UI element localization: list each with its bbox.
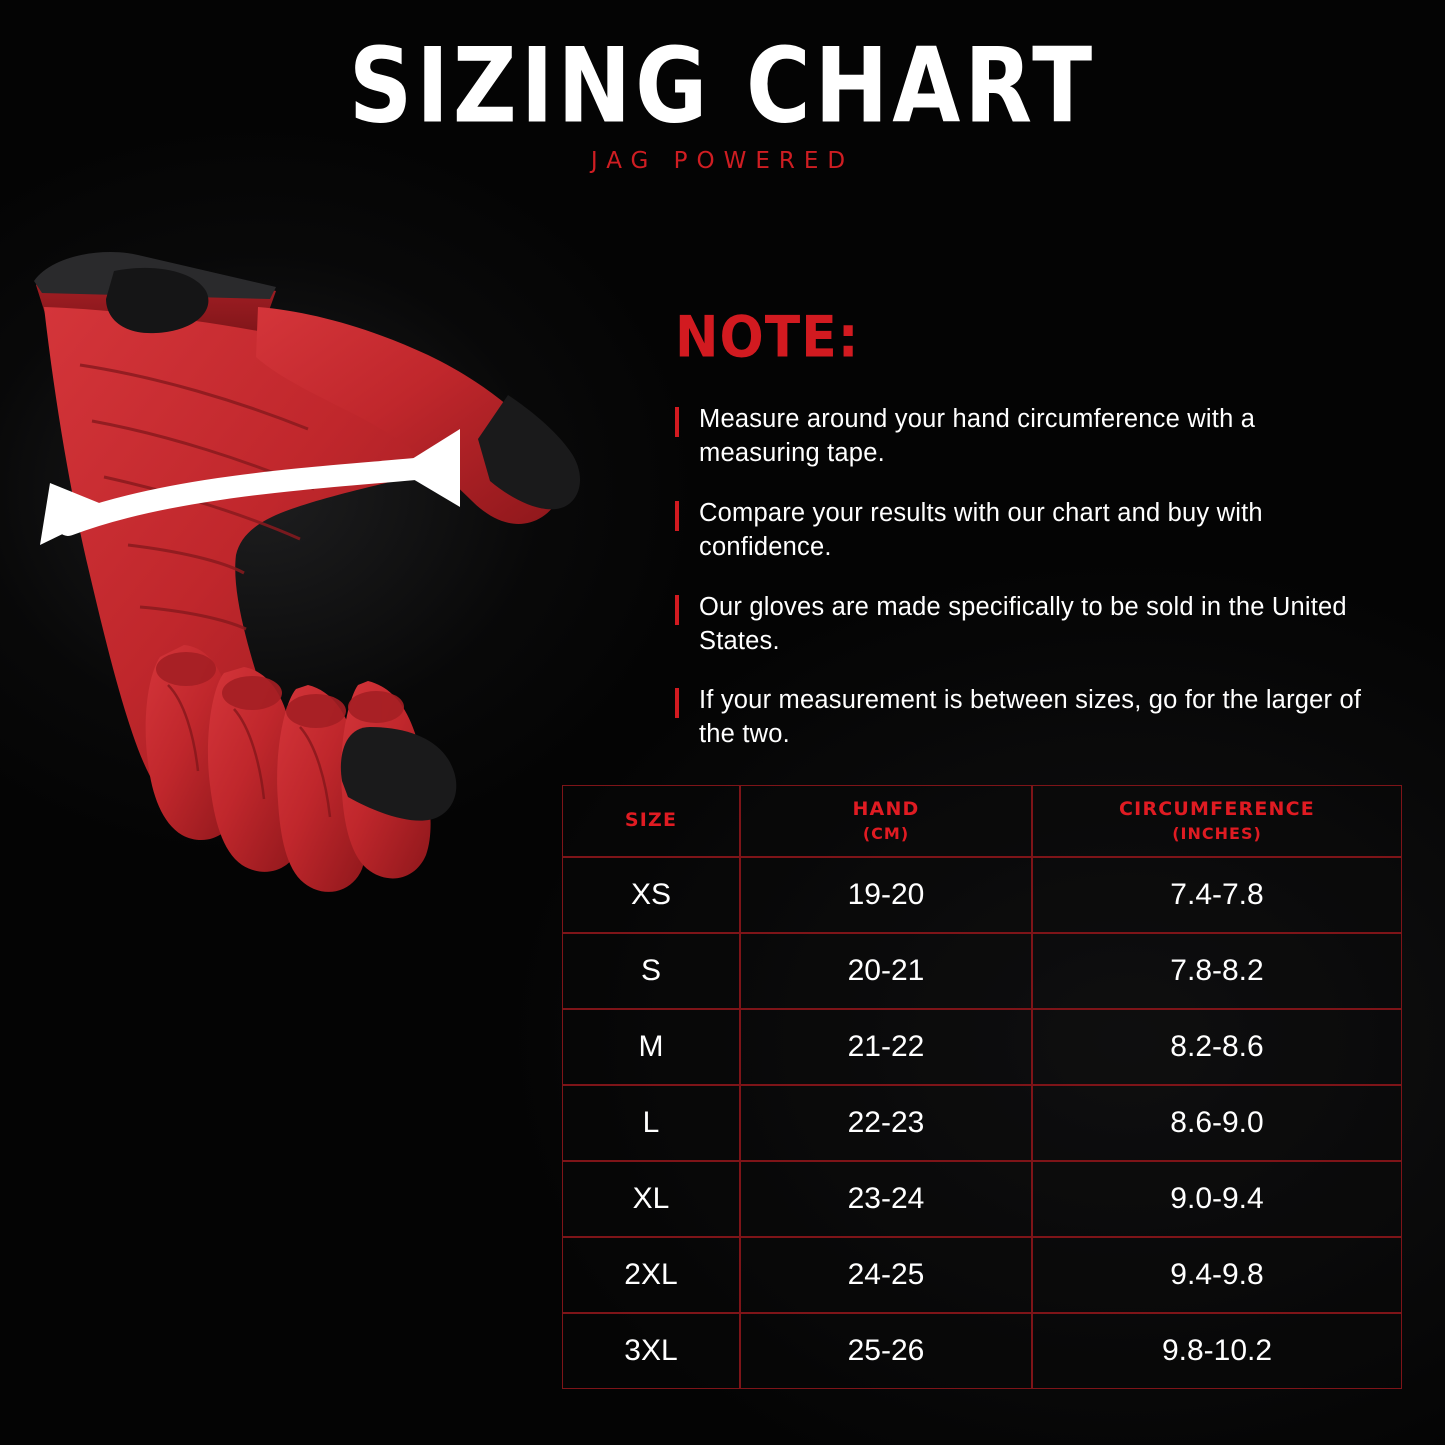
cell-hand-cm: 23-24 (740, 1161, 1032, 1237)
cell-size: L (562, 1085, 740, 1161)
sizing-table (562, 785, 1402, 1389)
page-title: SIZING CHART (348, 24, 1097, 147)
table-row (562, 1009, 1402, 1085)
cell-circumference-in: 8.2-8.6 (1032, 1009, 1402, 1085)
table-row (562, 1161, 1402, 1237)
cell-size: XS (562, 857, 740, 933)
column-header-circumference-unit: (INCHES) (1172, 824, 1262, 844)
table-row (562, 933, 1402, 1009)
cell-hand-cm: 21-22 (740, 1009, 1032, 1085)
page-subtitle: JAG POWERED (590, 148, 855, 174)
cell-hand-cm: 24-25 (740, 1237, 1032, 1313)
cell-size: 2XL (562, 1237, 740, 1313)
table-row (562, 1313, 1402, 1389)
note-block (675, 305, 1375, 752)
column-header-size (562, 785, 740, 857)
note-item: Our gloves are made specifically to be sold in the United States. (675, 591, 1375, 659)
column-header-hand-label: HAND (852, 798, 920, 821)
table-header-row (562, 785, 1402, 857)
glove-shape (34, 252, 580, 892)
cell-circumference-in: 7.4-7.8 (1032, 857, 1402, 933)
note-item: If your measurement is between sizes, go for the larger of the two. (675, 684, 1375, 752)
cell-circumference-in: 9.8-10.2 (1032, 1313, 1402, 1389)
cell-circumference-in: 9.0-9.4 (1032, 1161, 1402, 1237)
cell-hand-cm: 19-20 (740, 857, 1032, 933)
cell-circumference-in: 9.4-9.8 (1032, 1237, 1402, 1313)
cell-size: M (562, 1009, 740, 1085)
table-body (562, 857, 1402, 1389)
note-item: Measure around your hand circumference with a measuring tape. (675, 403, 1375, 471)
note-heading: NOTE: (675, 305, 860, 371)
column-header-circumference (1032, 785, 1402, 857)
header (0, 24, 1445, 174)
glove-illustration (8, 215, 608, 895)
column-header-hand-unit: (CM) (862, 824, 910, 844)
table-row (562, 857, 1402, 933)
cell-hand-cm: 25-26 (740, 1313, 1032, 1389)
cell-hand-cm: 22-23 (740, 1085, 1032, 1161)
cell-size: XL (562, 1161, 740, 1237)
cell-circumference-in: 7.8-8.2 (1032, 933, 1402, 1009)
cell-size: S (562, 933, 740, 1009)
cell-size: 3XL (562, 1313, 740, 1389)
cell-circumference-in: 8.6-9.0 (1032, 1085, 1402, 1161)
cell-hand-cm: 20-21 (740, 933, 1032, 1009)
table-row (562, 1237, 1402, 1313)
column-header-circumference-label: CIRCUMFERENCE (1119, 798, 1315, 821)
note-item: Compare your results with our chart and buy with confidence. (675, 497, 1375, 565)
table-row (562, 1085, 1402, 1161)
table-head (562, 785, 1402, 857)
note-list (675, 403, 1375, 752)
column-header-hand (740, 785, 1032, 857)
column-header-size-label: SIZE (624, 809, 678, 832)
